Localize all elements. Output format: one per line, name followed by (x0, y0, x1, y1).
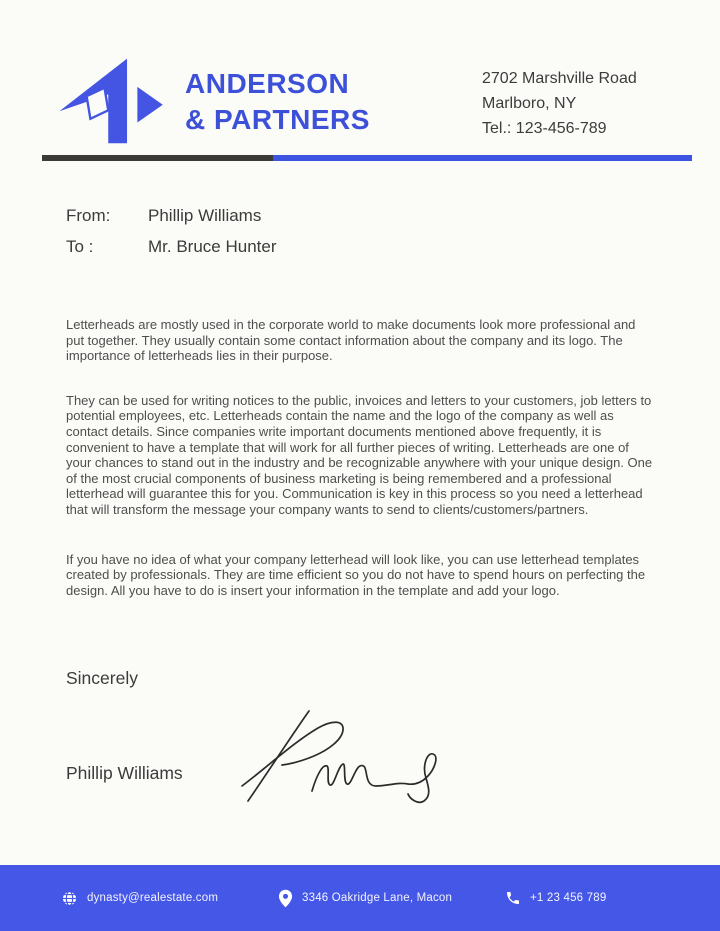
paragraph-1: Letterheads are mostly used in the corporate world to make documents look more professional and put together. They usually contain some contact information about the company and its logo. The importance of letterheads lies in their purpose. (66, 317, 636, 364)
header-divider (42, 155, 692, 161)
header-contact-block (482, 66, 637, 141)
header-address-line1: 2702 Marshville Road (482, 70, 637, 87)
signer-name: Phillip Williams (66, 763, 183, 783)
from-value: Phillip Williams (148, 206, 262, 225)
recipients-block (66, 206, 277, 268)
footer-address-item (278, 865, 452, 931)
salutation: Sincerely (66, 668, 138, 688)
anderson-partners-logo-icon (55, 53, 169, 147)
from-row (66, 206, 277, 226)
signature-icon (232, 698, 447, 806)
company-name-line1: ANDERSON (185, 68, 350, 99)
from-label: From: (66, 206, 111, 225)
footer-bar (0, 865, 720, 931)
divider-dark-segment (42, 155, 273, 161)
location-pin-icon (278, 889, 293, 908)
to-row (66, 237, 277, 257)
footer-email-item (61, 865, 218, 931)
header-address-line2: Marlboro, NY (482, 95, 577, 112)
phone-icon (505, 890, 521, 906)
company-name-line2: & PARTNERS (185, 104, 370, 135)
to-value: Mr. Bruce Hunter (148, 237, 277, 256)
footer-phone-text: +1 23 456 789 (530, 892, 607, 904)
paragraph-2: They can be used for writing notices to the public, invoices and letters to your customers, job letters to potential employees, etc. Letterheads contain the name and the logo of the company as well as contact details. Since companies write important documents mentioned above frequently, it is convenient to have a template that will work for all further pieces of writing. Letterheads are one of your chances to stand out in the industry and be recognizable anywhere with your unique design. One of the most crucial components of business marketing is being remembered and a professional letterhead will guarantee this for you. Communication is key in this process so you need a letterhead that will transform the message your company wants to send to clients/customers/partners. (66, 392, 653, 517)
globe-icon (61, 890, 78, 907)
company-name (185, 66, 370, 138)
to-label: To : (66, 237, 94, 256)
paragraph-3: If you have no idea of what your company letterhead will look like, you can use letterhead templates created by professionals. They are time efficient so you do not have to spend hours on perfecting the design. All you have to do is insert your information in the template and add your logo. (66, 551, 646, 598)
header-phone: Tel.: 123-456-789 (482, 120, 607, 137)
footer-address-text: 3346 Oakridge Lane, Macon (302, 892, 453, 904)
footer-email-text: dynasty@realestate.com (87, 892, 219, 904)
footer-phone-item (505, 865, 606, 931)
letter-body (66, 317, 654, 598)
divider-blue-segment (273, 155, 692, 161)
